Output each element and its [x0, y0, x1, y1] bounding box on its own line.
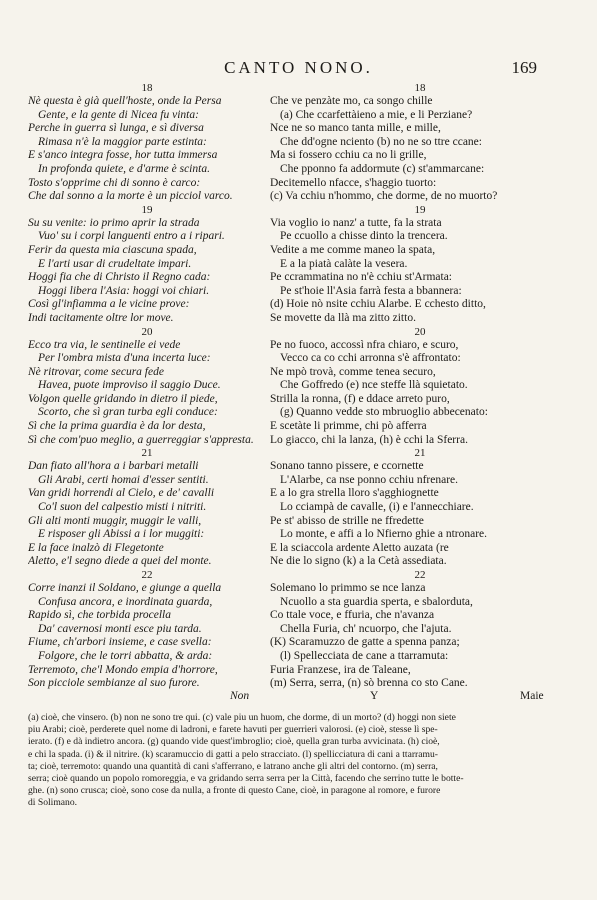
- footnote-line: di Solimano.: [28, 797, 78, 809]
- verse-line: E s'anco integra fosse, hor tutta immersa: [28, 149, 218, 162]
- stanza-number: 21: [141, 447, 153, 460]
- stanza-number: 21: [414, 447, 426, 460]
- verse-line: Ferir da questa mia ciascuna spada,: [28, 243, 197, 256]
- verse-line: Furia Franzese, ira de Taleane,: [270, 663, 411, 676]
- stanza: [28, 326, 266, 448]
- stanza: [270, 326, 570, 448]
- verse-line: Co ttale voce, e ffuria, che n'avanza: [270, 609, 435, 622]
- verse-line: Chella Furia, ch' ncuorpo, che l'ajuta.: [280, 622, 452, 635]
- verse-line: Aletto, e'l segno diede a quei del monte.: [28, 555, 212, 568]
- catchword-right: Maie: [520, 690, 544, 702]
- verse-line: Nce ne so manco tanta mille, e mille,: [270, 122, 441, 135]
- verse-line: Ne mpò trovà, comme tenea securo,: [270, 365, 436, 378]
- verse-line: Hoggi libera l'Asia: hoggi voi chiari.: [38, 284, 210, 297]
- stanza-number: 20: [414, 325, 426, 338]
- verse-line: Da' cavernosi monti esce piu tarda.: [38, 622, 202, 635]
- verse-line: Nè ritrovar, come secura fede: [28, 365, 164, 378]
- verse-line: Hoggi fia che di Christo il Regno cada:: [28, 271, 211, 284]
- page-header: [0, 58, 597, 82]
- verse-line: Decitemello nfacce, s'haggio tuorto:: [270, 176, 437, 189]
- stanza-number: 20: [141, 325, 153, 338]
- verse-line: Pe st'hoie ll'Asia farrà festa a bbannera:: [280, 284, 462, 297]
- verse-line: Perche in guerra sì lunga, e sì diversa: [28, 122, 204, 135]
- verse-line: Gente, e la gente di Nicea fu vinta:: [38, 108, 199, 121]
- stanza-number: 19: [414, 203, 426, 216]
- verse-line: Gli Arabi, certi homai d'esser sentiti.: [38, 473, 209, 486]
- verse-line: (c) Va cchiu n'hommo, che dorme, de no muorto?: [270, 190, 498, 203]
- signature-mark: Y: [370, 690, 379, 702]
- verse-line: Ecco tra via, le sentinelle ei vede: [28, 338, 181, 351]
- verse-line: Strilla la ronna, (f) e ddace arreto puro,: [270, 392, 450, 405]
- verse-line: Che pponno fa addormute (c) st'ammarcane:: [280, 162, 485, 175]
- footnote-line: serra; cioè quando un popolo romoreggia, e va gridando serra serra per la Città, facendo che serrino tutte le botte-: [28, 772, 464, 784]
- verse-line: Ne die lo signo (k) a la Cetà assediata.: [270, 555, 447, 568]
- verse-line: Van gridi horrendi al Cielo, e de' cavalli: [28, 487, 215, 500]
- catchword-left: Non: [230, 690, 250, 702]
- verse-line: (g) Quanno vedde sto mbruoglio abbecenato:: [280, 406, 488, 419]
- stanza-number: 22: [414, 569, 426, 581]
- verse-line: (a) Che ccarfettàieno a mie, e li Perziane?: [280, 108, 473, 121]
- stanza: [28, 447, 266, 569]
- verse-line: Tosto s'opprime chi di sonno è carco:: [28, 176, 201, 189]
- verse-line: E a lo gra strella lloro s'agghiognette: [270, 487, 439, 500]
- verse-line: Havea, puote improviso il saggio Duce.: [38, 379, 221, 392]
- verse-line: Confusa ancora, e inordinata guarda,: [38, 595, 213, 608]
- verse-line: Se movette da llà ma zitto zitto.: [270, 311, 416, 324]
- verse-line: Pe ccuollo a chisse dinto la trencera.: [280, 230, 448, 243]
- stanza: [28, 204, 266, 326]
- verse-line: (d) Hoie nò nsite cchiu Alarbe. E cchesto ditto,: [270, 298, 486, 311]
- verse-line: Pe ccrammatina no n'è cchiu st'Armata:: [270, 271, 453, 284]
- verse-line: Gli alti monti muggir, muggir le valli,: [28, 514, 202, 527]
- verse-line: Su su venite: io primo aprir la strada: [28, 216, 200, 229]
- verse-line: Sì che la prima guardia è da lor desta,: [28, 420, 206, 433]
- verse-line: Sì che com'puo meglio, a guerreggiar s'appresta.: [28, 433, 254, 446]
- verse-line: E l'arti usar di crudeltate impari.: [38, 257, 192, 270]
- stanza: [270, 569, 570, 691]
- verse-line: Vuo' su i corpi languenti entro a i ripari.: [38, 230, 225, 243]
- verse-line: Vedite a me comme maneo la spata,: [270, 243, 436, 256]
- stanza-number: 19: [141, 203, 153, 216]
- verse-line: (K) Scaramuzzo de gatte a spenna panza;: [270, 636, 460, 649]
- verse-line: Nè questa è già quell'hoste, onde la Persa: [28, 95, 222, 107]
- verse-line: Rapido sì, che torbida procella: [28, 609, 171, 622]
- verse-line: Lo giacco, chi la lanza, (h) è cchi la Sferra.: [270, 433, 468, 446]
- verse-line: Lo cciampà de cavalle, (i) e l'annecchiare.: [280, 501, 474, 514]
- verse-line: Dan fiato all'hora a i barbari metalli: [28, 460, 199, 473]
- footnotes: [28, 712, 572, 810]
- verse-line: Folgore, che le torri abbatta, & arda:: [38, 649, 213, 662]
- stanza-number: 18: [141, 82, 153, 94]
- stanza: [28, 82, 266, 204]
- verse-line: Corre inanzi il Soldano, e giunge a quella: [28, 582, 222, 594]
- verse-line: Volgon quelle gridando in dietro il piede,: [28, 392, 218, 405]
- verse-line: Co'l suon del calpestio misti i nitriti.: [38, 501, 207, 514]
- verse-line: Lo monte, e affi a lo Nfierno ghie a ntronare.: [280, 528, 488, 541]
- stanza: [270, 447, 570, 569]
- verse-line: L'Alarbe, ca nse ponno cchiu nfrenare.: [280, 473, 459, 486]
- page-number: 169: [511, 58, 537, 77]
- verse-line: E la sciaccola ardente Aletto auzata (re: [270, 541, 449, 554]
- verse-line: Per l'ombra mista d'una incerta luce:: [38, 352, 211, 365]
- verse-line: Ncuollo a sta guardia sperta, e sbalorduta,: [280, 595, 473, 608]
- stanza: [270, 204, 570, 326]
- verse-line: Fiume, ch'arbori insieme, e case svella:: [28, 636, 212, 649]
- verse-line: Ma si fossero cchiu ca no li grille,: [270, 149, 427, 162]
- verse-line: Che dd'ogne nciento (b) no ne so ttre ccane:: [280, 135, 482, 148]
- verse-line: Pe no fuoco, accossì nfra chiaro, e scuro,: [270, 338, 459, 351]
- verse-line: Indi tacitamente oltre lor move.: [28, 311, 174, 324]
- verse-line: Che Goffredo (e) nce steffe llà squietato.: [280, 379, 468, 392]
- verse-line: (m) Serra, serra, (n) sò brenna co sto Cane.: [270, 677, 468, 690]
- footnote-line: ta; cioè, terremoto: quando una quantità di cani s'afferrano, e latrano anche gli altri del contorno. (m) serra,: [28, 760, 438, 772]
- footnote-line: ghe. (n) sono crusca; cioè, sono cose da nulla, a fronte di questo Cane, cioè, in paragone al romore, e furore: [28, 785, 441, 797]
- verse-line: Terremoto, che'l Mondo empia d'horrore,: [28, 663, 218, 676]
- verse-line: Via voglio io nanz' a tutte, fa la strata: [270, 216, 442, 229]
- footnote-line: e chi la spada. (i) & il nitrire. (k) scaramuccio di gatti a pelo stracciato. (l) spellicciatura di cani a ttarramu-: [28, 748, 438, 760]
- verse-line: In profonda quiete, e d'arme è scinta.: [38, 162, 210, 175]
- footnote-line: (a) cioè, che vinsero. (b) non ne sono tre qui. (c) vale piu un huom, che dorme, di un morto? (d) hoggi non siete: [28, 712, 456, 723]
- verse-line: (l) Spellecciata de cane a ttarramuta:: [280, 649, 449, 662]
- verse-line: Che ve penzàte mo, ca songo chille: [270, 95, 433, 107]
- verse-line: Così gl'infiamma a le vicine prove:: [28, 298, 190, 311]
- verse-line: Sonano tanno pissere, e ccornette: [270, 460, 424, 473]
- verse-line: Solemano lo primmo se nce lanza: [270, 582, 426, 594]
- stanza: [270, 82, 570, 204]
- verse-line: Son picciole sembianze al suo furore.: [28, 677, 200, 690]
- verse-line: E risposer gli Abissi a i lor muggiti:: [38, 528, 205, 541]
- stanza-number: 18: [414, 82, 426, 94]
- neapolitan-column: [270, 82, 570, 691]
- stanza-number: 22: [141, 569, 153, 581]
- verse-line: E scetàte li primme, chi pò afferra: [270, 420, 427, 433]
- verse-line: E la face inalzò di Flegetonte: [28, 541, 164, 554]
- italian-column: [28, 82, 266, 691]
- verse-line: Rimasa n'è la maggior parte estinta:: [38, 135, 207, 148]
- verse-line: E a la piatà calàte la vesera.: [280, 257, 408, 270]
- footnote-line: ierato. (f) e dà indietro ancora. (g) quando vide quest'imbroglio; cioè, quella gran turba avvicinata. (h) cioè,: [28, 736, 440, 748]
- running-title: CANTO NONO.: [224, 58, 373, 77]
- stanza: [28, 569, 266, 691]
- verse-line: Che dal sonno a la morte è un picciol varco.: [28, 190, 233, 203]
- footnote-line: piu Arabi; cioè, perderete quel nome di ladroni, e farete havuti per guerrieri valorosi. (e) cioè, stesse lì spe-: [28, 724, 438, 736]
- verse-line: Scorto, che sì gran turba egli conduce:: [38, 406, 218, 419]
- verse-line: Vecco ca co cchi arronna s'è affrontato:: [280, 352, 461, 365]
- verse-line: Pe st' abisso de strille ne ffredette: [270, 514, 424, 527]
